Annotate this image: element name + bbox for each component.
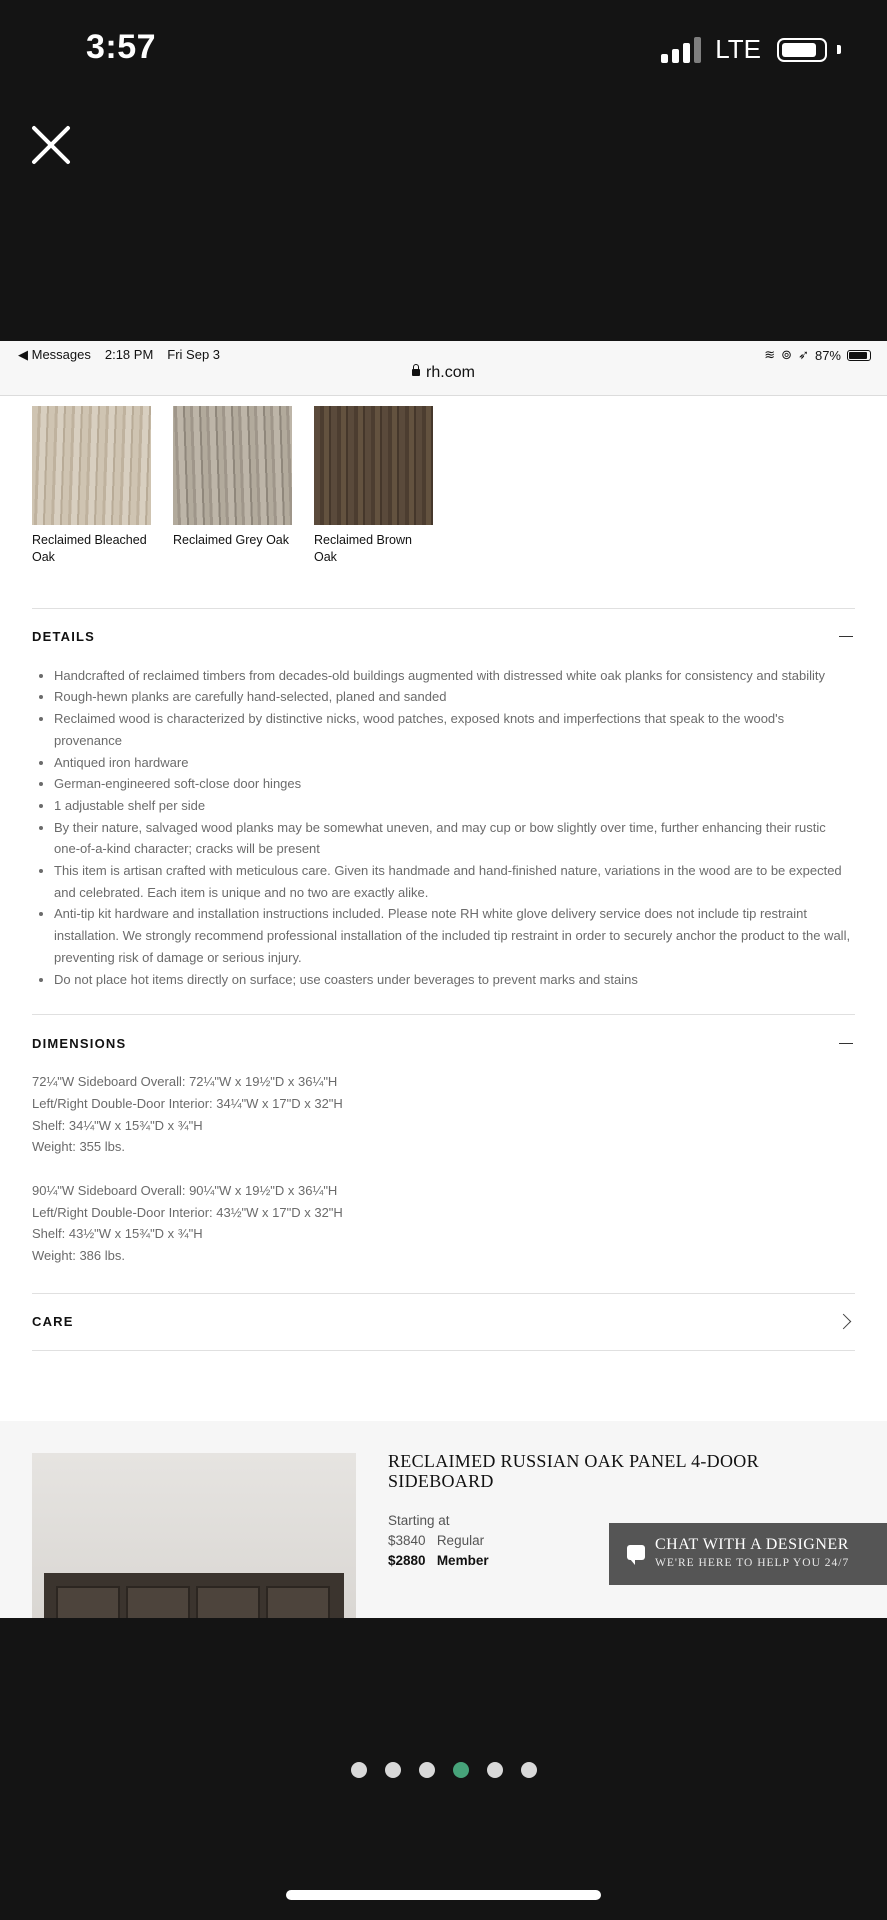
dimension-line: Shelf: 34¼"W x 15¾"D x ¾"H xyxy=(32,1117,203,1133)
battery-icon xyxy=(777,38,827,62)
related-product-card[interactable] xyxy=(0,1421,887,1618)
phone-status-bar xyxy=(0,0,887,100)
collapse-icon[interactable] xyxy=(839,1043,853,1044)
address-bar[interactable] xyxy=(0,364,887,382)
swatch-grey-oak[interactable] xyxy=(173,406,292,566)
door-panel xyxy=(126,1586,190,1618)
battery-cap xyxy=(837,45,841,54)
dimensions-title: DIMENSIONS xyxy=(32,1035,127,1051)
list-item: • This item is artisan crafted with meticulous care. Given its handmade and hand-finished nature, variations in the wood are to be expected and celebrated. Each item is unique and no two are exactly alike. xyxy=(54,860,855,903)
chat-subtitle: WE'RE HERE TO HELP YOU 24/7 xyxy=(655,1557,850,1569)
page-dot[interactable] xyxy=(351,1762,367,1778)
page-dot[interactable] xyxy=(419,1762,435,1778)
list-item: • Anti-tip kit hardware and installation instructions included. Please note RH white glove delivery service does not include tip restraint installation. We strongly recommend professional installation of the included tip restraint in order to securely anchor the product to the wall, preventing risk of damage or serious injury. xyxy=(54,903,855,968)
list-item: • Handcrafted of reclaimed timbers from decades-old buildings augmented with distressed white oak planks for consistency and stability xyxy=(54,665,855,687)
dimension-line: 90¼"W Sideboard Overall: 90¼"W x 19½"D x 36¼"H xyxy=(32,1182,338,1198)
door-panel xyxy=(196,1586,260,1618)
ipad-date: Fri Sep 3 xyxy=(167,347,221,362)
dimension-line: 72¼"W Sideboard Overall: 72¼"W x 19½"D x 36¼"H xyxy=(32,1074,338,1090)
member-price: $2880 xyxy=(388,1553,426,1568)
care-section[interactable] xyxy=(32,1293,855,1351)
list-item: • Reclaimed wood is characterized by distinctive nicks, wood patches, exposed knots and imperfections that speak to the wood's provenance xyxy=(54,708,855,751)
chat-title: CHAT WITH A DESIGNER xyxy=(655,1536,849,1553)
collapse-icon[interactable] xyxy=(839,636,853,637)
page-dot[interactable] xyxy=(521,1762,537,1778)
swatch-label: Reclaimed Bleached Oak xyxy=(32,533,147,564)
door-panel xyxy=(56,1586,120,1618)
dimension-line: Weight: 355 lbs. xyxy=(32,1139,125,1155)
dimensions-header[interactable] xyxy=(32,1015,855,1071)
member-label: Member xyxy=(436,1553,489,1568)
chat-bubble-icon xyxy=(627,1545,645,1560)
ipad-status-bar xyxy=(0,341,887,396)
list-item: • By their nature, salvaged wood planks may be somewhat uneven, and may cup or bow slightly over time, further enhancing their rustic one-of-a-kind character; cracks will be present xyxy=(54,817,855,860)
care-title: CARE xyxy=(32,1314,74,1330)
cellular-signal-icon xyxy=(661,37,701,63)
swatch-image xyxy=(173,406,292,525)
chat-with-designer-button[interactable] xyxy=(609,1523,887,1585)
swatch-image xyxy=(314,406,433,525)
phone-status-icons xyxy=(661,34,841,65)
swatch-label: Reclaimed Grey Oak xyxy=(173,533,290,547)
page-indicator[interactable] xyxy=(0,1762,887,1778)
swatch-label: Reclaimed Brown Oak xyxy=(314,533,412,564)
list-item: • Antiqued iron hardware xyxy=(54,752,855,774)
phone-clock: 3:57 xyxy=(86,28,157,66)
ipad-battery-percent: 87% xyxy=(814,347,841,363)
lock-icon xyxy=(412,369,420,376)
dimension-line: Shelf: 43½"W x 15¾"D x ¾"H xyxy=(32,1226,203,1242)
list-item: • Rough-hewn planks are carefully hand-selected, planed and sanded xyxy=(54,686,855,708)
rotation-lock-icon: ⊚ xyxy=(781,347,793,362)
home-indicator[interactable] xyxy=(286,1890,601,1900)
care-header[interactable] xyxy=(32,1294,855,1350)
page-dot[interactable] xyxy=(385,1762,401,1778)
ipad-battery-icon xyxy=(847,350,871,361)
dimension-line: Left/Right Double-Door Interior: 43½"W x 17"D x 32"H xyxy=(32,1204,343,1220)
details-list xyxy=(32,665,855,991)
product-name[interactable]: RECLAIMED RUSSIAN OAK PANEL 4-DOOR SIDEBOARD xyxy=(388,1451,759,1491)
list-item: • Do not place hot items directly on surface; use coasters under beverages to prevent marks and stains xyxy=(54,969,855,991)
swatch-image xyxy=(32,406,151,525)
regular-price: $3840 xyxy=(388,1533,426,1548)
ipad-time: 2:18 PM xyxy=(104,347,154,362)
door-panel xyxy=(266,1586,330,1618)
url-text: rh.com xyxy=(426,364,475,381)
price-block xyxy=(388,1511,489,1571)
starting-at: Starting at xyxy=(388,1513,450,1528)
dimension-line: Left/Right Double-Door Interior: 34¼"W x 17"D x 32"H xyxy=(32,1096,343,1111)
list-item: • German-engineered soft-close door hinges xyxy=(54,773,855,795)
back-app-label: Messages xyxy=(31,347,91,362)
regular-label: Regular xyxy=(436,1533,485,1548)
close-icon[interactable] xyxy=(28,122,74,168)
finish-swatches xyxy=(32,396,855,566)
location-icon: ➶ xyxy=(798,347,809,362)
dimensions-text xyxy=(32,1071,855,1266)
details-section xyxy=(32,608,855,991)
swatch-brown-oak[interactable] xyxy=(314,406,433,566)
chevron-right-icon xyxy=(836,1314,852,1330)
page-dot[interactable] xyxy=(453,1762,469,1778)
list-item: • 1 adjustable shelf per side xyxy=(54,795,855,817)
details-header[interactable] xyxy=(32,609,855,665)
swatch-bleached-oak[interactable] xyxy=(32,406,151,566)
back-to-messages[interactable]: ◀ Messages xyxy=(18,347,91,362)
shared-screenshot xyxy=(0,341,887,1618)
details-title: DETAILS xyxy=(32,629,96,645)
page-dot[interactable] xyxy=(487,1762,503,1778)
ipad-status-icons xyxy=(764,347,871,363)
dimensions-section xyxy=(32,1014,855,1266)
dimension-line: Weight: 386 lbs. xyxy=(32,1247,125,1263)
wifi-icon: ≋ xyxy=(764,347,776,362)
product-image[interactable] xyxy=(32,1453,356,1618)
network-type: LTE xyxy=(715,34,761,64)
